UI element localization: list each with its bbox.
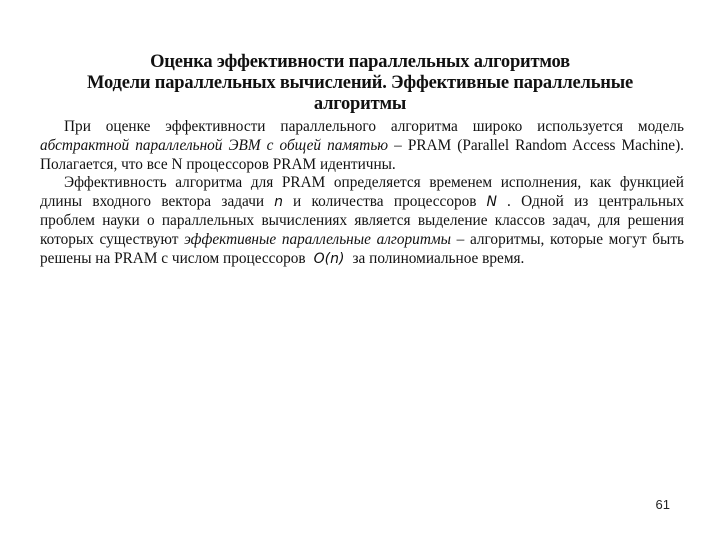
paragraph1-italic-term: абстрактной параллельной ЭВМ с общей памятью [40,136,389,154]
page-number: 61 [655,497,670,512]
symbol-N: N [486,194,497,211]
symbol-O-n: O(n) [313,250,345,267]
slide-title [40,52,680,115]
paragraph1-text-2: – PRAM (Parallel Random Access Machine). Полагается, что все N процессоров PRAM идентичны. [40,136,684,173]
title-line-1: Оценка эффективности параллельных алгоритмов [150,52,570,72]
paragraph2-text-4: – алгоритмы, которые могут быть решены на PRAM с числом процессоров [40,230,684,267]
paragraph1-text-1: При оценке эффективности параллельного алгоритма широко используется модель [64,118,684,135]
paragraph2-text-5: за полиномиальное время. [352,249,525,267]
symbol-n: n [274,194,283,211]
slide-body [40,118,684,268]
paragraph-pram-model [40,118,684,174]
paragraph2-italic-term: эффективные параллельные алгоритмы [184,230,451,248]
paragraph2-text-2: и количества процессоров [292,193,477,211]
paragraph-efficiency [40,174,684,268]
paragraph2-text-3: . Одной из центральных проблем науки о параллельных вычислениях является выделение классов задач, для решения которых существуют [40,193,684,248]
title-line-2: Модели параллельных вычислений. Эффективные параллельные [87,73,633,93]
paragraph2-text-1: Эффективность алгоритма для PRAM определяется временем исполнения, как функцией длины входного вектора задачи [40,174,684,211]
title-line-3: алгоритмы [313,94,407,114]
